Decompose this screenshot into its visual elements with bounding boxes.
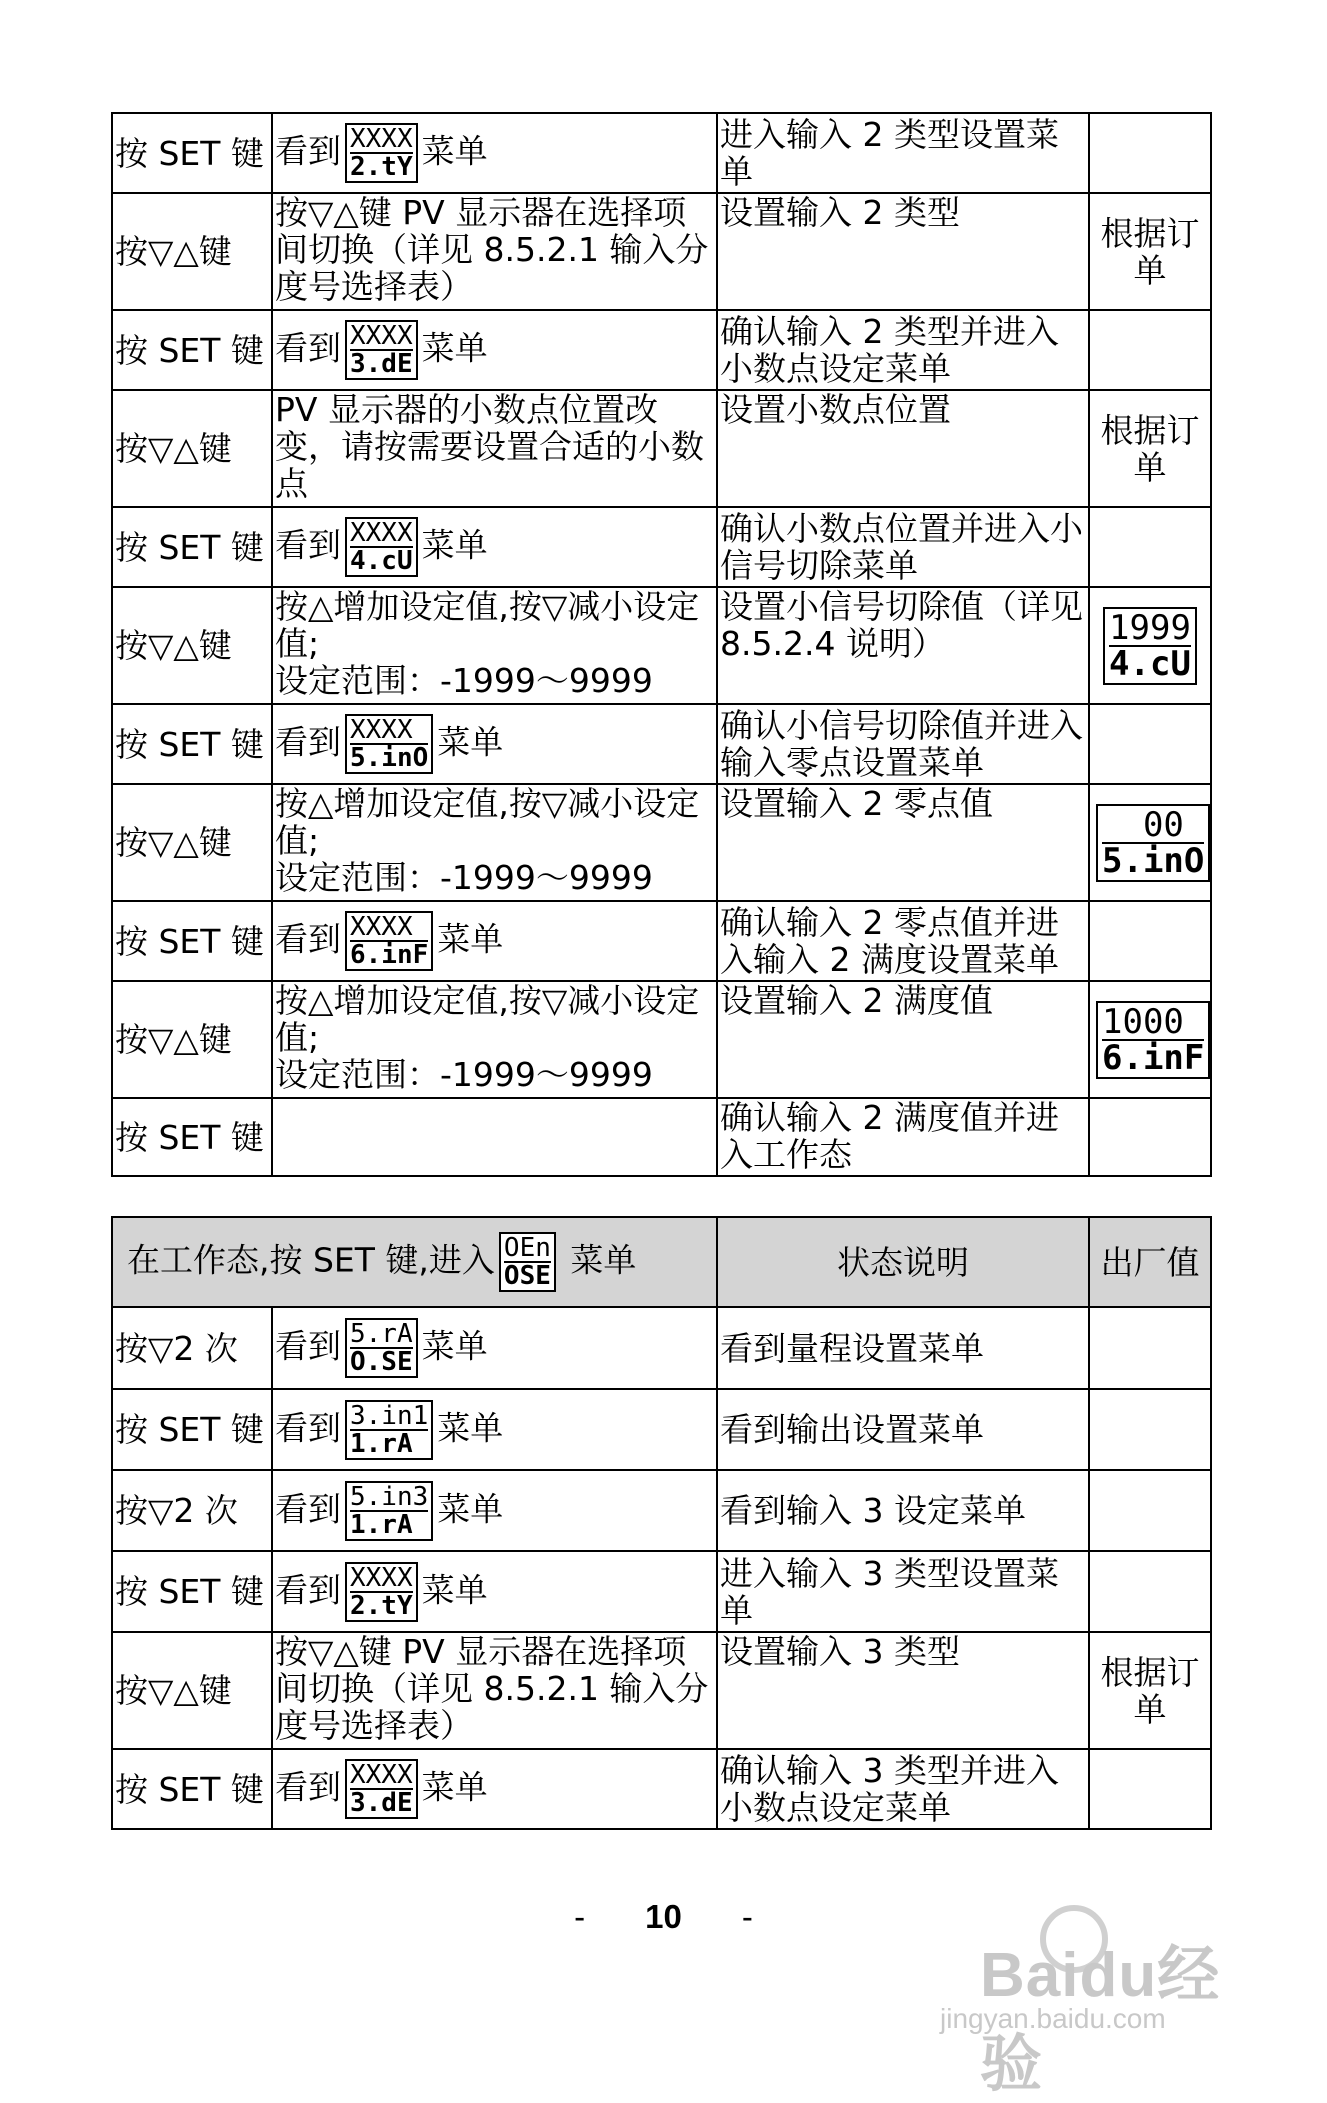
note-cell bbox=[1089, 704, 1211, 784]
key-cell: 按 SET 键 bbox=[112, 901, 272, 981]
table-row bbox=[112, 1749, 1211, 1829]
action-line: 设定范围：-1999～9999 bbox=[275, 858, 653, 897]
lcd-display bbox=[1103, 607, 1197, 685]
action-line: 设定范围：-1999～9999 bbox=[275, 1055, 653, 1094]
watermark-site: jingyan.baidu.com bbox=[940, 2003, 1166, 2034]
display-top: XXXX bbox=[350, 715, 413, 745]
table-row bbox=[112, 1551, 1211, 1632]
table2-body bbox=[112, 1307, 1211, 1829]
page-dash-left: - bbox=[574, 1898, 586, 1935]
desc-cell: 确认小信号切除值并进入输入零点设置菜单 bbox=[717, 704, 1089, 784]
action-cell: 按▽△键 PV 显示器在选择项间切换（详见 8.5.2.1 输入分度号选择表） bbox=[272, 1632, 717, 1749]
key-cell: 按▽△键 bbox=[112, 390, 272, 507]
header-display bbox=[499, 1232, 556, 1292]
note-cell bbox=[1089, 1389, 1211, 1470]
action-prefix: 看到 bbox=[275, 1489, 341, 1528]
display-bottom: 2.tY bbox=[350, 152, 413, 182]
note-cell bbox=[1089, 1749, 1211, 1829]
table-row bbox=[112, 1098, 1211, 1176]
action-line: 按△增加设定值,按▽减小设定值; bbox=[275, 981, 700, 1057]
note-cell bbox=[1089, 587, 1211, 704]
desc-cell: 确认输入 2 满度值并进入工作态 bbox=[717, 1098, 1089, 1176]
note-cell bbox=[1089, 507, 1211, 587]
display-top: 5.in3 bbox=[350, 1481, 429, 1512]
action-prefix: 看到 bbox=[275, 525, 341, 565]
table-row bbox=[112, 390, 1211, 507]
key-cell: 按 SET 键 bbox=[112, 113, 272, 193]
action-suffix: 菜单 bbox=[421, 1767, 488, 1807]
note-cell bbox=[1089, 981, 1211, 1098]
action-cell bbox=[272, 784, 717, 901]
header-suffix: 菜单 bbox=[570, 1240, 637, 1280]
key-cell: 按 SET 键 bbox=[112, 507, 272, 587]
display-bottom: 6.inF bbox=[1102, 1037, 1205, 1078]
action-cell bbox=[272, 310, 717, 390]
table2-header-menu bbox=[112, 1217, 717, 1307]
desc-cell: 设置输入 2 类型 bbox=[717, 193, 1089, 310]
display-bottom: 5.inO bbox=[350, 743, 429, 773]
display-bottom: 3.dE bbox=[350, 349, 413, 379]
action-cell bbox=[272, 113, 717, 193]
key-cell: 按 SET 键 bbox=[112, 1749, 272, 1829]
key-cell: 按 SET 键 bbox=[112, 1098, 272, 1176]
lcd-display bbox=[345, 1562, 418, 1622]
display-bottom: 1.rA bbox=[350, 1510, 428, 1538]
baidu-watermark bbox=[940, 1905, 1270, 2099]
desc-cell: 确认输入 2 类型并进入小数点设定菜单 bbox=[717, 310, 1089, 390]
action-cell bbox=[272, 1749, 717, 1829]
key-cell: 按▽2 次 bbox=[112, 1470, 272, 1551]
action-prefix: 看到 bbox=[275, 919, 341, 959]
action-suffix: 菜单 bbox=[437, 1489, 504, 1528]
lcd-display bbox=[345, 1318, 418, 1378]
action-prefix: 看到 bbox=[275, 1570, 341, 1609]
desc-cell: 确认输入 2 零点值并进入输入 2 满度设置菜单 bbox=[717, 901, 1089, 981]
header-prefix: 在工作态,按 SET 键,进入 bbox=[127, 1240, 495, 1280]
table2-header-row bbox=[112, 1217, 1211, 1307]
lcd-display bbox=[1096, 1001, 1210, 1079]
page-number-value: 10 bbox=[645, 1898, 682, 1935]
action-suffix: 菜单 bbox=[437, 919, 504, 959]
status-header: 状态说明 bbox=[717, 1217, 1089, 1307]
display-bottom: 6.inF bbox=[350, 940, 429, 970]
action-cell bbox=[272, 901, 717, 981]
note-cell bbox=[1089, 1470, 1211, 1551]
lcd-display bbox=[345, 123, 418, 183]
key-cell: 按 SET 键 bbox=[112, 1389, 272, 1470]
action-cell bbox=[272, 704, 717, 784]
action-cell bbox=[272, 1307, 717, 1389]
action-line: 按△增加设定值,按▽减小设定值; bbox=[275, 587, 700, 663]
factory-header: 出厂值 bbox=[1089, 1217, 1211, 1307]
note-cell bbox=[1089, 1098, 1211, 1176]
key-cell: 按▽△键 bbox=[112, 981, 272, 1098]
action-prefix: 看到 bbox=[275, 1408, 341, 1447]
table-row bbox=[112, 587, 1211, 704]
action-prefix: 看到 bbox=[275, 722, 341, 762]
display-top: 5.rA bbox=[350, 1319, 413, 1349]
desc-cell: 设置输入 2 零点值 bbox=[717, 784, 1089, 901]
action-prefix: 看到 bbox=[275, 1767, 341, 1807]
desc-cell: 设置小数点位置 bbox=[717, 390, 1089, 507]
desc-cell: 确认小数点位置并进入小信号切除菜单 bbox=[717, 507, 1089, 587]
display-top: 3.in1 bbox=[350, 1400, 429, 1431]
desc-cell: 进入输入 3 类型设置菜单 bbox=[717, 1551, 1089, 1632]
page-dash-right: - bbox=[741, 1898, 753, 1935]
lcd-display bbox=[345, 517, 418, 577]
table-row bbox=[112, 113, 1211, 193]
display-bottom: OSE bbox=[503, 1261, 551, 1291]
action-suffix: 菜单 bbox=[421, 1570, 488, 1609]
table-row bbox=[112, 310, 1211, 390]
action-line: 设定范围：-1999～9999 bbox=[275, 661, 653, 700]
note-cell bbox=[1089, 310, 1211, 390]
display-bottom: 5.inO bbox=[1102, 840, 1205, 881]
desc-cell: 确认输入 3 类型并进入小数点设定菜单 bbox=[717, 1749, 1089, 1829]
table-row bbox=[112, 784, 1211, 901]
table-row bbox=[112, 507, 1211, 587]
action-cell: 按▽△键 PV 显示器在选择项间切换（详见 8.5.2.1 输入分度号选择表） bbox=[272, 193, 717, 310]
settings-table-2 bbox=[111, 1216, 1212, 1830]
key-cell: 按▽△键 bbox=[112, 1632, 272, 1749]
display-bottom: 3.dE bbox=[350, 1788, 413, 1818]
key-cell: 按 SET 键 bbox=[112, 1551, 272, 1632]
note-cell bbox=[1089, 784, 1211, 901]
action-suffix: 菜单 bbox=[421, 525, 488, 565]
display-bottom: 2.tY bbox=[350, 1590, 413, 1621]
note-cell bbox=[1089, 113, 1211, 193]
lcd-display bbox=[345, 1400, 433, 1460]
note-cell bbox=[1089, 1551, 1211, 1632]
desc-cell: 看到输出设置菜单 bbox=[717, 1389, 1089, 1470]
watermark-brand: Baidu经验 bbox=[980, 1941, 1221, 2099]
note-cell: 根据订单 bbox=[1089, 193, 1211, 310]
table1-body bbox=[112, 113, 1211, 1176]
lcd-display bbox=[345, 1759, 418, 1819]
display-top: 1999 bbox=[1109, 607, 1191, 648]
key-cell: 按▽△键 bbox=[112, 784, 272, 901]
action-prefix: 看到 bbox=[275, 328, 341, 368]
display-bottom: 4.cU bbox=[1109, 643, 1191, 684]
action-prefix: 看到 bbox=[275, 131, 341, 171]
action-suffix: 菜单 bbox=[421, 1326, 488, 1366]
key-cell: 按 SET 键 bbox=[112, 310, 272, 390]
table-row bbox=[112, 1389, 1211, 1470]
table-row bbox=[112, 901, 1211, 981]
action-cell bbox=[272, 1389, 717, 1470]
display-top: OEn bbox=[503, 1233, 551, 1263]
table-row bbox=[112, 1632, 1211, 1749]
action-cell bbox=[272, 507, 717, 587]
display-top: XXXX bbox=[350, 912, 413, 942]
action-cell bbox=[272, 1551, 717, 1632]
desc-cell: 看到输入 3 设定菜单 bbox=[717, 1470, 1089, 1551]
action-cell bbox=[272, 1098, 717, 1176]
desc-cell: 进入输入 2 类型设置菜单 bbox=[717, 113, 1089, 193]
key-cell: 按▽△键 bbox=[112, 587, 272, 704]
action-cell bbox=[272, 981, 717, 1098]
table-row bbox=[112, 193, 1211, 310]
action-cell: PV 显示器的小数点位置改变，请按需要设置合适的小数点 bbox=[272, 390, 717, 507]
display-top: XXXX bbox=[350, 518, 413, 548]
key-cell: 按▽△键 bbox=[112, 193, 272, 310]
display-top: XXXX bbox=[350, 124, 413, 154]
note-cell: 根据订单 bbox=[1089, 1632, 1211, 1749]
action-line: 按△增加设定值,按▽减小设定值; bbox=[275, 784, 700, 860]
table-row bbox=[112, 704, 1211, 784]
table-row bbox=[112, 981, 1211, 1098]
lcd-display bbox=[345, 1481, 433, 1541]
lcd-display bbox=[345, 320, 418, 380]
desc-cell: 看到量程设置菜单 bbox=[717, 1307, 1089, 1389]
display-top: 1000 bbox=[1102, 1001, 1184, 1042]
action-prefix: 看到 bbox=[275, 1326, 341, 1366]
note-cell bbox=[1089, 1307, 1211, 1389]
settings-table-1 bbox=[111, 112, 1212, 1177]
note-cell bbox=[1089, 901, 1211, 981]
desc-cell: 设置输入 3 类型 bbox=[717, 1632, 1089, 1749]
key-cell: 按 SET 键 bbox=[112, 704, 272, 784]
action-cell bbox=[272, 587, 717, 704]
key-cell: 按▽2 次 bbox=[112, 1307, 272, 1389]
action-suffix: 菜单 bbox=[437, 722, 504, 762]
desc-cell: 设置输入 2 满度值 bbox=[717, 981, 1089, 1098]
display-bottom: O.SE bbox=[350, 1347, 413, 1377]
display-top: XXXX bbox=[350, 1760, 413, 1790]
desc-cell: 设置小信号切除值（详见 8.5.2.4 说明） bbox=[717, 587, 1089, 704]
display-top: 00 bbox=[1102, 804, 1184, 845]
display-bottom: 4.cU bbox=[350, 546, 413, 576]
lcd-display bbox=[345, 911, 433, 971]
lcd-display bbox=[1096, 804, 1210, 882]
note-cell: 根据订单 bbox=[1089, 390, 1211, 507]
action-cell bbox=[272, 1470, 717, 1551]
action-suffix: 菜单 bbox=[437, 1408, 504, 1447]
lcd-display bbox=[345, 714, 433, 774]
table-row bbox=[112, 1470, 1211, 1551]
action-suffix: 菜单 bbox=[421, 131, 488, 171]
display-top: XXXX bbox=[350, 1562, 413, 1593]
table-row bbox=[112, 1307, 1211, 1389]
display-bottom: 1.rA bbox=[350, 1429, 428, 1457]
action-suffix: 菜单 bbox=[421, 328, 488, 368]
display-top: XXXX bbox=[350, 321, 413, 351]
